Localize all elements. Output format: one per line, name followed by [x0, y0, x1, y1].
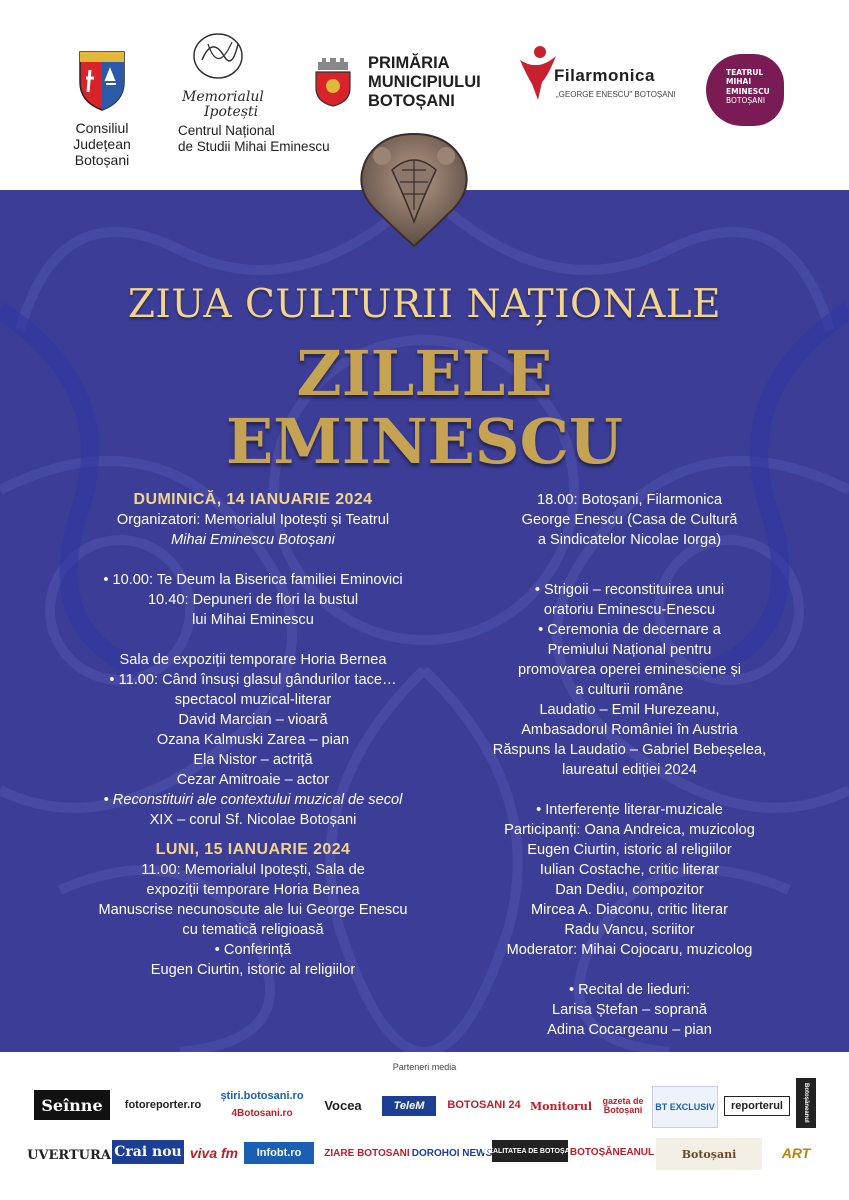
title-zilele-eminescu	[0, 337, 849, 478]
recital-soprano: Larisa Ștefan – soprană	[552, 1002, 707, 1018]
memorial-center-line-1: Centrul Național	[178, 123, 275, 139]
event-te-deum: • 10.00: Te Deum la Biserica familiei Eminovici	[103, 572, 403, 588]
participants-line-4: Dan Dediu, compozitor	[555, 882, 704, 898]
partner-logo: viva fm	[189, 1145, 239, 1161]
participants-line-6: Radu Vancu, scriitor	[564, 922, 695, 938]
laudatio-line-1: Laudatio – Emil Hurezeanu,	[539, 702, 720, 718]
program-evening-column	[452, 490, 807, 1040]
event-ceremony-line-3: promovarea operei eminesciene și	[517, 662, 742, 678]
event-monday-line-3: Manuscrise necunoscute ale lui George Enescu	[98, 902, 408, 918]
medallion-ornament-icon	[352, 130, 476, 248]
filarmonica-name: Filarmonica	[554, 66, 655, 85]
partner-logo: ART	[781, 1145, 811, 1161]
county-shield-icon	[76, 48, 128, 112]
event-monday-line-4: cu tematică religioasă	[182, 922, 324, 938]
event-ceremony-line-4: a culturii române	[575, 682, 684, 698]
moderator: Moderator: Mihai Cojocaru, muzicolog	[506, 942, 753, 958]
partner-logo: BOTOSANI 24	[447, 1099, 521, 1111]
evening-venue-line-3: a Sindicatelor Nicolae Iorga)	[537, 532, 722, 548]
event-monday-line-1: 11.00: Memorialul Ipotești, Sala de	[141, 862, 365, 878]
partner-logo: BOTOȘĂNEANUL	[569, 1146, 655, 1158]
partner-logo: fotoreporter.ro	[124, 1099, 202, 1111]
conference-speaker: Eugen Ciurtin, istoric al religiilor	[150, 962, 356, 978]
partner-logo: Botoșăneanul	[796, 1078, 816, 1128]
teatrul-line-2: MIHAI	[726, 77, 752, 87]
participants-line-5: Mircea A. Diaconu, critic literar	[530, 902, 729, 918]
event-ceremony-line-1: • Ceremonia de decernare a	[538, 622, 721, 638]
memorial-script-line-1: Memorialul	[182, 89, 264, 105]
performer-violin: David Marcian – vioară	[178, 712, 328, 728]
media-partners	[0, 1052, 849, 1200]
city-crest-icon	[312, 56, 354, 108]
title-zilele: ZILELE	[296, 337, 553, 410]
teatrul-line-1: TEATRUL	[726, 68, 764, 77]
memorial-script-line-2: Ipotești	[204, 103, 259, 120]
memorial-center-line-2: de Studii Mihai Eminescu	[178, 138, 330, 154]
recital-piano: Adina Cocargeanu – pian	[547, 1022, 712, 1038]
primaria-line-2: MUNICIPIULUI	[368, 72, 481, 91]
organizers-line-1: Organizatori: Memorialul Ipotești și Teatrul	[116, 512, 390, 528]
title-eminescu: EMINESCU	[225, 405, 623, 478]
media-partners-title: Parteneri media	[392, 1062, 457, 1072]
title-ziua-culturii: ZIUA CULTURII NAȚIONALE	[127, 282, 722, 327]
primaria-line-3: BOTOȘANI	[368, 91, 455, 110]
event-flowers-line-2: lui Mihai Eminescu	[192, 612, 314, 628]
partner-logo: 4Botosani.ro	[231, 1107, 293, 1119]
partner-logo: reporterul	[724, 1096, 790, 1116]
event-recital: • Recital de lieduri:	[568, 982, 691, 998]
performer-actor: Cezar Amitroaie – actor	[176, 772, 330, 788]
partner-logo: Infobt.ro	[244, 1142, 314, 1164]
date-monday: LUNI, 15 IANUARIE 2024	[155, 841, 351, 858]
event-conference: • Conferință	[214, 942, 292, 958]
partner-logo: REALITATEA DE BOTOȘANI	[492, 1140, 568, 1162]
consiliul-line-3: Botoșani	[74, 152, 130, 169]
consiliul-line-1: Consiliul	[75, 120, 129, 136]
event-reconstructions-line-2: XIX – corul Sf. Nicolae Botoșani	[149, 812, 357, 828]
partner-logo: știri.botosani.ro	[220, 1090, 304, 1102]
partner-logo: DOROHOI NEWS	[411, 1147, 493, 1159]
primaria-line-1: PRIMĂRIA	[368, 54, 450, 72]
laudatio-line-2: Ambasadorul României în Austria	[521, 722, 738, 738]
partner-logo: Crai nou	[112, 1140, 184, 1164]
event-show-title: • 11.00: Când însuși glasul gândurilor tace…	[109, 672, 397, 688]
performer-actress: Ela Nistor – actriță	[193, 752, 313, 768]
performer-piano: Ozana Kalmuski Zarea – pian	[156, 732, 350, 748]
logo-teatrul-mihai-eminescu	[706, 54, 784, 126]
event-reconstructions-line-1: • Reconstituiri ale contextului muzical de secol	[103, 792, 403, 808]
partner-logo: ZIARE BOTOSANI	[324, 1147, 410, 1159]
laudatio-reply-line-2: laureatul ediției 2024	[562, 762, 697, 778]
partner-logo: Monitorul	[529, 1099, 593, 1113]
teatrul-line-4: BOTOȘANI	[726, 96, 766, 106]
date-sunday: DUMINICĂ, 14 IANUARIE 2024	[133, 491, 373, 508]
event-ceremony-line-2: Premiului Național pentru	[547, 642, 712, 658]
logo-consiliul-judetean	[62, 48, 142, 168]
partner-logo: UVERTURA	[27, 1147, 111, 1163]
partner-logo: Seînne	[34, 1090, 110, 1120]
filarmonica-subtitle: „GEORGE ENESCU" BOTOȘANI	[556, 90, 676, 99]
event-show-type: spectacol muzical-literar	[174, 692, 332, 708]
program-day-1-column	[58, 490, 448, 980]
laudatio-reply-line-1: Răspuns la Laudatio – Gabriel Bebeșelea,	[492, 742, 767, 758]
partner-logo: gazeta de Botoșani	[602, 1096, 644, 1115]
participants-line-1: Participanți: Oana Andreica, muzicolog	[504, 822, 755, 838]
partner-logo: TeleM	[382, 1096, 436, 1116]
participants-line-2: Eugen Ciurtin, istoric al religiilor	[527, 842, 732, 858]
participants-line-3: Iulian Costache, critic literar	[539, 862, 720, 878]
teatrul-line-3: EMINESCU	[726, 86, 770, 96]
event-monday-line-2: expoziții temporare Horia Bernea	[146, 882, 360, 898]
event-interferente: • Interferențe literar-muzicale	[536, 802, 723, 818]
partner-logo: BT EXCLUSIV	[652, 1086, 718, 1128]
consiliul-line-2: Județean	[73, 136, 131, 153]
event-flowers-line-1: 10.40: Depuneri de flori la bustul	[147, 592, 359, 608]
partner-logo: Vocea	[324, 1097, 362, 1113]
dancer-figure-icon	[518, 42, 558, 102]
memorial-monogram-icon	[188, 30, 258, 86]
partner-logo: Botoșani	[656, 1138, 762, 1170]
venue-horia-bernea: Sala de expoziții temporare Horia Bernea	[119, 652, 387, 668]
organizers-line-2: Mihai Eminescu Botoșani	[171, 532, 335, 548]
evening-venue-line-2: George Enescu (Casa de Cultură	[521, 512, 738, 528]
event-strigoii-line-1: • Strigoii – reconstituirea unui	[534, 582, 725, 598]
event-strigoii-line-2: oratoriu Eminescu-Enescu	[543, 602, 716, 618]
evening-venue-line-1: 18.00: Botoșani, Filarmonica	[537, 492, 722, 508]
main-panel	[0, 190, 849, 1052]
